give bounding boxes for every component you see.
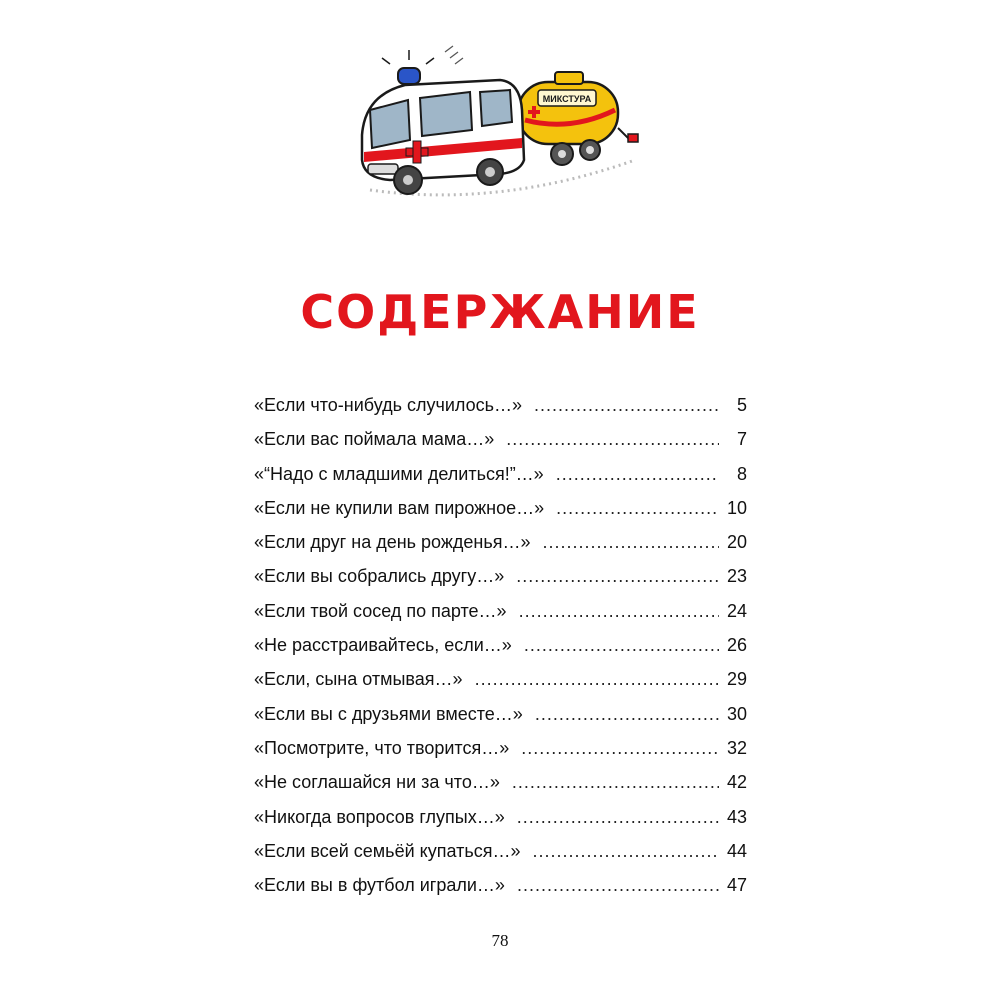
toc-entry[interactable] xyxy=(254,662,747,696)
dot-leader xyxy=(475,662,719,696)
ambulance xyxy=(362,50,524,194)
toc-entry-title: «Если вы в футбол играли…» xyxy=(254,875,505,896)
toc-entry[interactable] xyxy=(254,457,747,491)
dot-leader xyxy=(516,559,719,593)
dot-leader xyxy=(532,834,719,868)
toc-entry-page: 20 xyxy=(726,532,747,553)
dot-leader xyxy=(535,697,719,731)
toc-entry[interactable] xyxy=(254,525,747,559)
toc-entry[interactable] xyxy=(254,765,747,799)
toc-entry-page: 30 xyxy=(726,703,747,724)
toc-entry-page: 32 xyxy=(726,737,747,758)
toc-entry-title: «Никогда вопросов глупых…» xyxy=(254,806,505,827)
toc-entry-title: «Если всей семьёй купаться…» xyxy=(254,840,521,861)
dot-leader xyxy=(556,457,719,491)
toc-entry-title: «Если не купили вам пирожное…» xyxy=(254,497,545,518)
toc-entry-title: «Не соглашайся ни за что…» xyxy=(254,772,500,793)
toc-entry-page: 44 xyxy=(726,840,747,861)
toc-entry[interactable] xyxy=(254,868,747,902)
toc-entry-title: «Посмотрите, что творится…» xyxy=(254,737,510,758)
toc-entry-page: 24 xyxy=(726,600,747,621)
toc-entry-title: «Если друг на день рожденья…» xyxy=(254,532,531,553)
toc-entry-title: «Не расстраивайтесь, если…» xyxy=(254,635,512,656)
siren-icon xyxy=(382,50,434,84)
toc-entry[interactable] xyxy=(254,731,747,765)
toc-entry[interactable] xyxy=(254,628,747,662)
dot-leader xyxy=(534,388,719,422)
toc-entry[interactable] xyxy=(254,388,747,422)
toc-entry[interactable] xyxy=(254,559,747,593)
dot-leader xyxy=(517,800,719,834)
dot-leader xyxy=(524,628,719,662)
toc-entry-page: 5 xyxy=(736,395,747,415)
ambulance-illustration xyxy=(350,40,650,210)
toc-entry-title: «“Надо с младшими делиться!”…» xyxy=(254,463,544,484)
dot-leader xyxy=(556,491,719,525)
toc-entry[interactable] xyxy=(254,491,747,525)
dot-leader xyxy=(519,594,719,628)
toc-entry-page: 23 xyxy=(726,566,747,587)
toc-entry-title: «Если вы с друзьями вместе…» xyxy=(254,703,523,724)
page-number: 78 xyxy=(491,931,509,950)
toc-entry-page: 8 xyxy=(736,463,747,484)
dot-leader xyxy=(512,765,719,799)
dot-leader xyxy=(517,868,719,902)
toc-entry[interactable] xyxy=(254,422,747,456)
dot-leader xyxy=(543,525,720,559)
toc-entry[interactable] xyxy=(254,834,747,868)
trailer-sign: МИКСТУРА xyxy=(542,94,592,104)
toc-entry-title: «Если вы собрались другу…» xyxy=(254,566,505,587)
page-title: СОДЕРЖАНИЕ xyxy=(300,285,700,339)
toc-entry[interactable] xyxy=(254,697,747,731)
motion-lines-icon xyxy=(445,46,463,64)
toc-entry-title: «Если вас поймала мама…» xyxy=(254,429,495,450)
dot-leader xyxy=(521,731,719,765)
toc-entry-page: 10 xyxy=(726,497,747,518)
dot-leader xyxy=(506,422,719,456)
table-of-contents xyxy=(254,388,747,902)
toc-entry-page: 47 xyxy=(726,875,747,896)
toc-entry-page: 42 xyxy=(726,772,747,793)
toc-entry[interactable] xyxy=(254,594,747,628)
toc-entry-page: 26 xyxy=(726,635,747,656)
toc-entry-page: 29 xyxy=(726,669,747,690)
toc-entry-title: «Если что-нибудь случилось…» xyxy=(254,395,523,415)
toc-entry-page: 7 xyxy=(736,429,747,450)
toc-entry[interactable] xyxy=(254,800,747,834)
toc-entry-title: «Если, сына отмывая…» xyxy=(254,669,463,690)
toc-entry-title: «Если твой сосед по парте…» xyxy=(254,600,507,621)
toc-entry-page: 43 xyxy=(726,806,747,827)
